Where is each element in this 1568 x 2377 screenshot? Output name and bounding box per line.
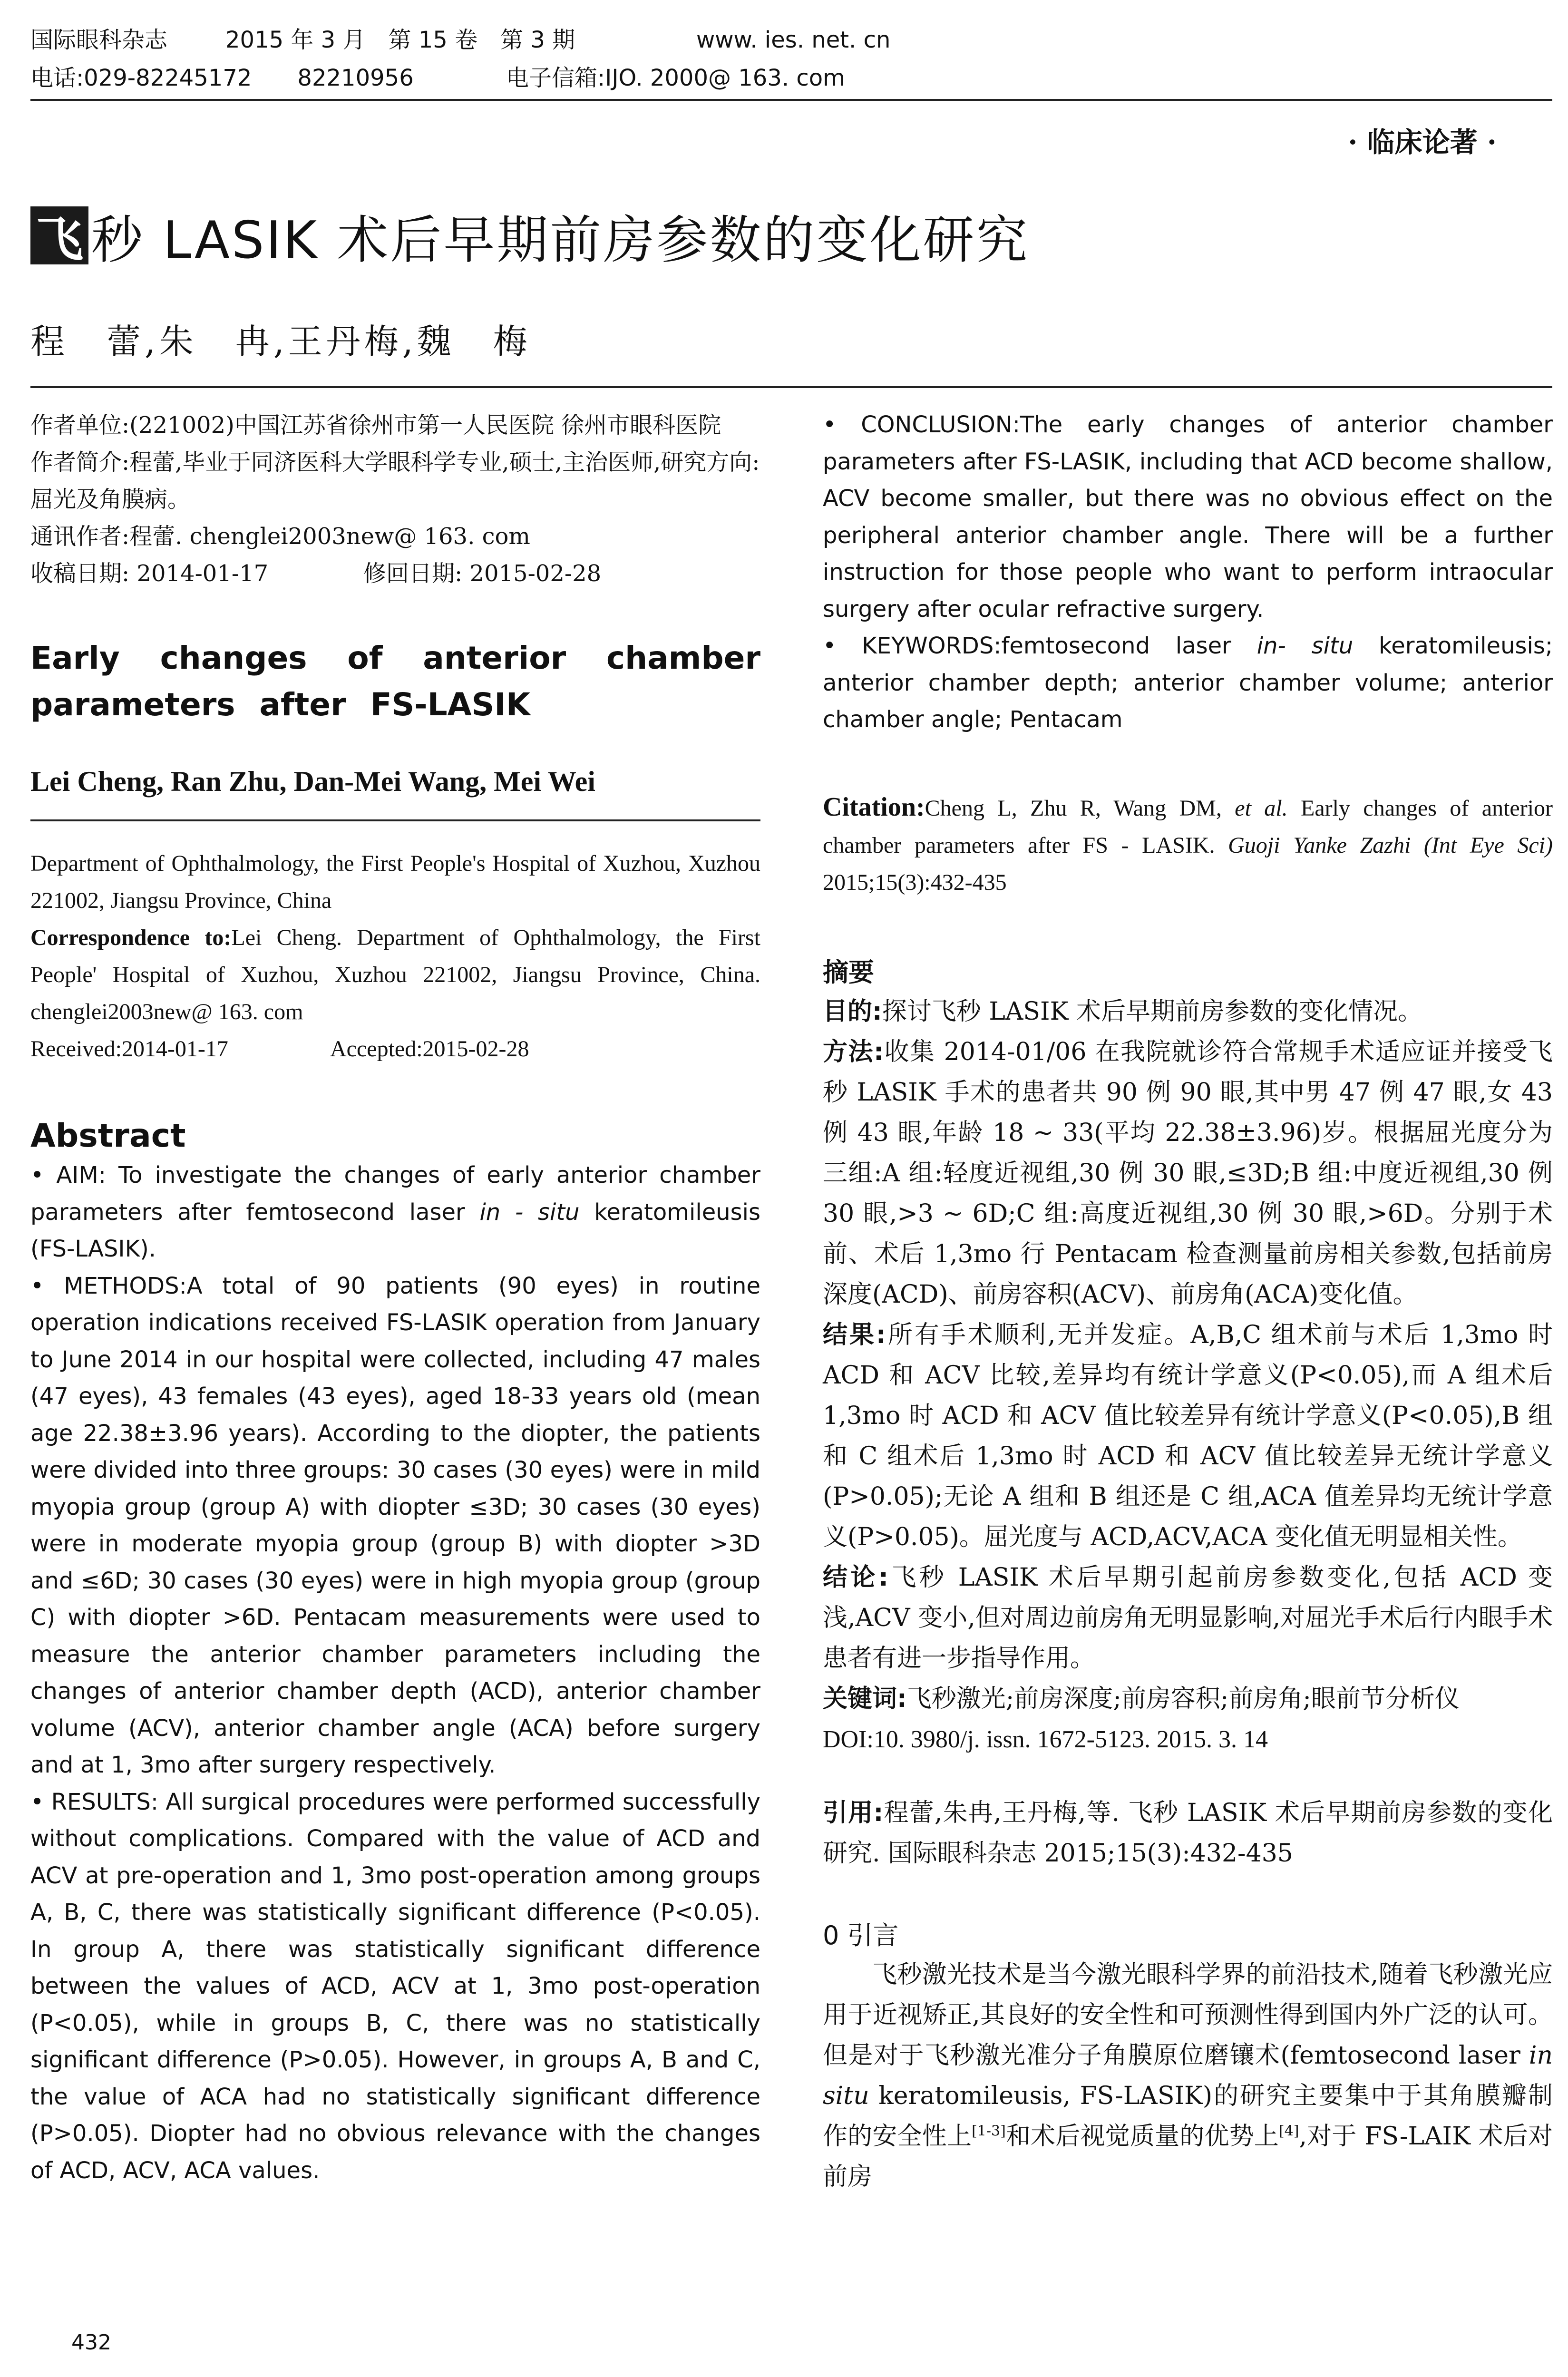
correspondence-en-label: Correspondence to:: [30, 925, 232, 950]
citation-en-volume: 2015;15(3):432-435: [823, 869, 1007, 895]
results-label: • RESULTS:: [30, 1788, 158, 1815]
aim-text-italic: in - situ: [479, 1198, 580, 1226]
results-text: All surgical procedures were performed successfully without complications. Compared with the value of ACD and ACV at pre-operation and 1, 3mo post-operation among groups A, B, C, there was statistically significant difference (P<0.05). In group A, there was statistically significant difference between the values of ACD, ACV at 1, 3mo post-operation (P<0.05), while in groups B, C, there was no statistically significant difference (P>0.05). However, in groups A, B and C, the value of ACA had no statistically significant difference (P>0.05). Diopter had no obvious relevance with the changes of ACD, ACV, ACA values.: [30, 1788, 760, 2184]
right-column: [823, 407, 1553, 2197]
title-text: 秒 LASIK 术后早期前房参数的变化研究: [91, 210, 1030, 270]
aim-label: • AIM:: [30, 1162, 106, 1188]
dates-cn: [30, 555, 760, 592]
abstract-cn-keywords: [823, 1679, 1553, 1719]
keywords-label: • KEYWORDS:: [823, 633, 1002, 659]
citation-en-journal: Guoji Yanke Zazhi (Int Eye Sci): [1228, 832, 1553, 858]
intro-ref-1: [1-3]: [972, 2123, 1006, 2140]
abstract-cn-results: [823, 1315, 1553, 1558]
section-label: · 临床论著 ·: [1348, 126, 1497, 158]
abstract-cn-aim: [823, 992, 1553, 1032]
intro-heading: 0 引言: [823, 1920, 899, 1950]
abstract-cn-heading: 摘要: [823, 957, 874, 987]
citation-cn: [823, 1793, 1553, 1874]
methods-cn-text: 收集 2014-01/06 在我院就诊符合常规手术适应证并接受飞秒 LASIK 手术的患者共 90 例 90 眼,其中男 47 例 47 眼,女 43 例 43 眼,年龄 18 ~ 33(平均 22.38±3.96)岁。根据屈光度分为三组:A 组:轻度近视组,30 例 30 眼,≤3D;B 组:中度近视组,30 例 30 眼,>3 ~ 6D;C 组:高度近视组,30 例 30 眼,>6D。分别于术前、术后 1,3mo 行 Pentacam 检查测量前房相关参数,包括前房深度(ACD)、前房容积(ACV)、前房角(ACA)变化值。: [823, 1037, 1553, 1309]
citation-cn-text: 程蕾,朱冉,王丹梅,等. 飞秒 LASIK 术后早期前房参数的变化研究. 国际眼科杂志 2015;15(3):432-435: [823, 1798, 1553, 1868]
conclusion-cn-label: 结论:: [823, 1563, 888, 1592]
citation-en-label: Citation:: [823, 792, 925, 822]
aim-cn-text: 探讨飞秒 LASIK 术后早期前房参数的变化情况。: [882, 997, 1422, 1026]
journal-website: www. ies. net. cn: [696, 27, 891, 53]
conclusion-text: The early changes of anterior chamber parameters after FS-LASIK, including that ACD become shallow, ACV become smaller, but there was no obvious effect on the peripheral anterior chamber angle. There will be a further instruction for those people who want to perform intraocular surgery after ocular refractive surgery.: [823, 411, 1553, 623]
citation-en-title: Early changes of anterior chamber parameters after FS - LASIK.: [823, 795, 1553, 858]
correspondence-en: [30, 919, 760, 1031]
methods-label: • METHODS:: [30, 1272, 187, 1299]
intro-text-italic: in situ: [823, 2041, 1553, 2110]
correspondence-cn: 通讯作者:程蕾. chenglei2003new@ 163. com: [30, 523, 530, 550]
intro-ref-2: [4]: [1278, 2123, 1299, 2140]
authors-rule: [30, 386, 1552, 388]
english-title: Early changes of anterior chamber parameters after FS-LASIK: [30, 640, 760, 723]
authors-cn: 程 蕾,朱 冉,王丹梅,魏 梅: [30, 321, 531, 361]
conclusion-cn-text: 飞秒 LASIK 术后早期引起前房参数变化,包括 ACD 变浅,ACV 变小,但对周边前房角无明显影响,对屈光手术后行内眼手术患者有进一步指导作用。: [823, 1563, 1553, 1673]
abstract-results: [30, 1784, 760, 2190]
journal-email: 电子信箱:IJO. 2000@ 163. com: [506, 65, 845, 91]
journal-phone: 电话:029-82245172 82210956: [30, 65, 414, 91]
abstract-cn-methods: [823, 1032, 1553, 1315]
title-logo: [30, 206, 88, 267]
english-authors-rule: [30, 819, 760, 821]
abstract-aim: [30, 1157, 760, 1268]
affiliation-cn: 作者单位:(221002)中国江苏省徐州市第一人民医院 徐州市眼科医院: [30, 412, 721, 438]
abstract-conclusion: [823, 407, 1553, 628]
intro-text-a: 飞秒激光技术是当今激光眼科学界的前沿技术,随着飞秒激光应用于近视矫正,其良好的安全性和可预测性得到国内外广泛的认可。但是对于飞秒激光准分子角膜原位磨镶术(femtosecond laser: [823, 1960, 1553, 2070]
intro-text-b: keratomileusis, FS-LASIK)的研究主要集中于其角膜瓣制作的安全性上: [823, 2081, 1553, 2151]
title-logo-glyph: 飞: [36, 212, 83, 267]
methods-text: A total of 90 patients (90 eyes) in routine operation indications received FS-LASIK operation from January to June 2014 in our hospital were collected, including 47 males (47 eyes), 43 females (43 eyes), aged 18-33 years old (mean age 22.38±3.96 years). According to the diopter, the patients were divided into three groups: 30 cases (30 eyes) were in mild myopia group (group A) with diopter ≤3D; 30 cases (30 eyes) were in moderate myopia group (group B) with diopter >3D and ≤6D; 30 cases (30 eyes) were in high myopia group (group C) with diopter >6D. Pentacam measurements were used to measure the anterior chamber parameters including the changes of anterior chamber depth (ACD), anterior chamber volume (ACV), anterior chamber angle (ACA) before surgery and at 1, 3mo after surgery respectively.: [30, 1272, 760, 1778]
aim-cn-label: 目的:: [823, 997, 882, 1026]
keywords-cn-text: 飞秒激光;前房深度;前房容积;前房角;眼前节分析仪: [906, 1684, 1460, 1713]
received-date-cn: 收稿日期: 2014-01-17: [30, 560, 269, 587]
english-authors: Lei Cheng, Ran Zhu, Dan-Mei Wang, Mei Wei: [30, 766, 595, 797]
revised-date-cn: 修回日期: 2015-02-28: [363, 560, 602, 587]
abstract-methods: [30, 1268, 760, 1784]
citation-cn-label: 引用:: [823, 1798, 884, 1827]
intro-text-c: 和术后视觉质量的优势上: [1005, 2122, 1279, 2151]
abstract-cn-conclusion: [823, 1558, 1553, 1679]
citation-en: [823, 789, 1553, 901]
aim-text-a: To investigate the changes of early anterior chamber parameters after femtosecond laser: [30, 1162, 760, 1226]
issue-info: 2015 年 3 月 第 15 卷 第 3 期: [225, 27, 575, 53]
left-column: [30, 407, 760, 2189]
aim-text-b: keratomileusis (FS-LASIK).: [30, 1198, 761, 1262]
abstract-keywords: [823, 628, 1553, 739]
received-date-en: Received:2014-01-17: [30, 1036, 228, 1062]
intro-text-d: ,对于 FS-LAIK 术后对前房: [823, 2122, 1553, 2191]
keywords-text-b: keratomileusis; anterior chamber depth; anterior chamber volume; anterior chamber angle; Pentacam: [823, 633, 1553, 733]
running-header-line1: [30, 24, 890, 56]
article-title: [30, 202, 1029, 269]
citation-en-authors: Cheng L, Zhu R, Wang DM,: [925, 795, 1222, 821]
intro-paragraph: [823, 1955, 1553, 2197]
citation-en-etal: et al.: [1235, 795, 1288, 821]
journal-name: 国际眼科杂志: [30, 27, 168, 53]
keywords-cn-label: 关键词:: [823, 1684, 907, 1713]
correspondence-en-text: Lei Cheng. Department of Ophthalmology, the First People' Hospital of Xuzhou, Xuzhou 221002, Jiangsu Province, China. chenglei2003new@ 163. com: [30, 925, 760, 1024]
keywords-text-italic: in- situ: [1256, 633, 1354, 659]
methods-cn-label: 方法:: [823, 1037, 884, 1066]
results-cn-label: 结果:: [823, 1320, 886, 1349]
header-rule: [30, 99, 1552, 101]
affiliation-en: Department of Ophthalmology, the First People's Hospital of Xuzhou, Xuzhou 221002, Jiangsu Province, China: [30, 851, 760, 913]
doi: DOI:10. 3980/j. issn. 1672-5123. 2015. 3. 14: [823, 1725, 1268, 1753]
dates-en: [30, 1031, 760, 1068]
accepted-date-en: Accepted:2015-02-28: [330, 1036, 529, 1062]
running-header-line2: [30, 62, 845, 94]
keywords-text-a: femtosecond laser: [1001, 633, 1231, 659]
author-bio-cn: 作者简介:程蕾,毕业于同济医科大学眼科学专业,硕士,主治医师,研究方向:屈光及角膜病。: [30, 449, 760, 513]
conclusion-label: • CONCLUSION:: [823, 411, 1020, 438]
abstract-heading: Abstract: [30, 1117, 186, 1155]
page-number: 432: [71, 2330, 111, 2355]
results-cn-text: 所有手术顺利,无并发症。A,B,C 组术前与术后 1,3mo 时 ACD 和 ACV 比较,差异均有统计学意义(P<0.05),而 A 组术后 1,3mo 时 ACD 和 ACV 值比较差异有统计学意义(P<0.05),B 组和 C 组术后 1,3mo 时 ACD 和 ACV 值比较差异无统计学意义(P>0.05);无论 A 组和 B 组还是 C 组,ACA 值差异均无统计学意义(P>0.05)。屈光度与 ACD,ACV,ACA 变化值无明显相关性。: [823, 1320, 1553, 1551]
